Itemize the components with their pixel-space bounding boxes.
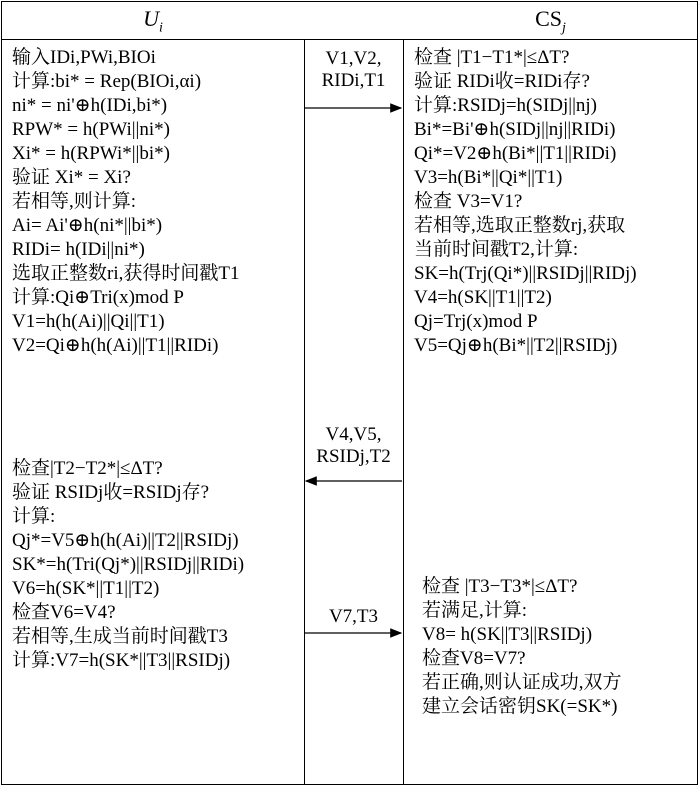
server-step: 建立会话密钥SK(=SK*) bbox=[422, 696, 618, 717]
message-1-line1: V1,V2, bbox=[325, 48, 382, 69]
message-arrows bbox=[2, 2, 699, 786]
user-step: 验证 RSIDj收=RSIDj存? bbox=[12, 482, 210, 503]
user-step: 若相等,则计算: bbox=[12, 191, 137, 212]
message-3-line1: V7,T3 bbox=[328, 606, 379, 627]
user-step: V1=h(h(Ai)||Qi||T1) bbox=[12, 311, 165, 332]
header-user-label: $U_i$ bbox=[143, 6, 163, 36]
user-step: 选取正整数ri,获得时间戳T1 bbox=[12, 263, 240, 284]
user-step: 验证 Xi* = Xi? bbox=[12, 167, 131, 188]
message-2-line2: RSIDj,T2 bbox=[316, 446, 391, 467]
user-step: RIDi= h(IDi||ni*) bbox=[12, 239, 145, 260]
server-step: 检查 V3=V1? bbox=[414, 191, 523, 212]
user-step: 输入IDi,PWi,BIOi bbox=[12, 47, 156, 68]
server-step: V4=h(SK||T1||T2) bbox=[414, 287, 552, 308]
protocol-table bbox=[1, 1, 698, 785]
user-step: 检查V6=V4? bbox=[12, 602, 116, 623]
server-step: 若正确,则认证成功,双方 bbox=[422, 672, 622, 693]
message-1-line2: RIDi,T1 bbox=[321, 70, 386, 91]
user-step: V6=h(SK*||T1||T2) bbox=[12, 578, 160, 599]
user-step: 计算: bbox=[12, 506, 56, 527]
user-step: 计算:bi* = Rep(BIOi,αi) bbox=[12, 71, 202, 92]
user-step: SK*=h(Tri(Qj*)||RSIDj||RIDi) bbox=[12, 554, 245, 575]
server-step: Bi*=Bi'⊕h(SIDj||nj||RIDi) bbox=[414, 119, 616, 140]
server-step: 验证 RIDi收=RIDi存? bbox=[414, 71, 590, 92]
user-step: V2=Qi⊕h(h(Ai)||T1||RIDi) bbox=[12, 335, 219, 356]
server-step: SK=h(Trj(Qi*)||RSIDj||RIDj) bbox=[414, 263, 637, 284]
user-step: 计算:V7=h(SK*||T3||RSIDj) bbox=[12, 650, 231, 671]
server-step: 检查V8=V7? bbox=[422, 648, 526, 669]
user-step: 检查|T2−T2*|≤ΔT? bbox=[12, 458, 163, 479]
message-2-line1: V4,V5, bbox=[325, 424, 382, 445]
user-step: Xi* = h(RPWi*||bi*) bbox=[12, 143, 170, 164]
server-step: Qj=Trj(x)mod P bbox=[414, 311, 538, 332]
server-step: Qi*=V2⊕h(Bi*||T1||RIDi) bbox=[414, 143, 617, 164]
server-step: 若相等,选取正整数rj,获取 bbox=[414, 215, 626, 236]
user-step: Qj*=V5⊕h(h(Ai)||T2||RSIDj) bbox=[12, 530, 239, 551]
user-step: RPW* = h(PWi||ni*) bbox=[12, 119, 170, 140]
user-step: Ai= Ai'⊕h(ni*||bi*) bbox=[12, 215, 163, 236]
server-step: 计算:RSIDj=h(SIDj||nj) bbox=[414, 95, 597, 116]
header-server-label: $CS_j$ bbox=[535, 6, 566, 36]
user-step: ni* = ni'⊕h(IDi,bi*) bbox=[12, 95, 168, 116]
server-step: V8= h(SK||T3||RSIDj) bbox=[422, 624, 593, 645]
server-step: 当前时间戳T2,计算: bbox=[414, 239, 579, 260]
server-step: V3=h(Bi*||Qi*||T1) bbox=[414, 167, 563, 188]
user-step: 计算:Qi⊕Tri(x)mod P bbox=[12, 287, 184, 308]
server-step: 若满足,计算: bbox=[422, 600, 528, 621]
user-step: 若相等,生成当前时间戳T3 bbox=[12, 626, 228, 647]
server-step: V5=Qj⊕h(Bi*||T2||RSIDj) bbox=[414, 335, 618, 356]
server-step: 检查 |T3−T3*|≤ΔT? bbox=[422, 576, 578, 597]
server-step: 检查 |T1−T1*|≤ΔT? bbox=[414, 47, 570, 68]
